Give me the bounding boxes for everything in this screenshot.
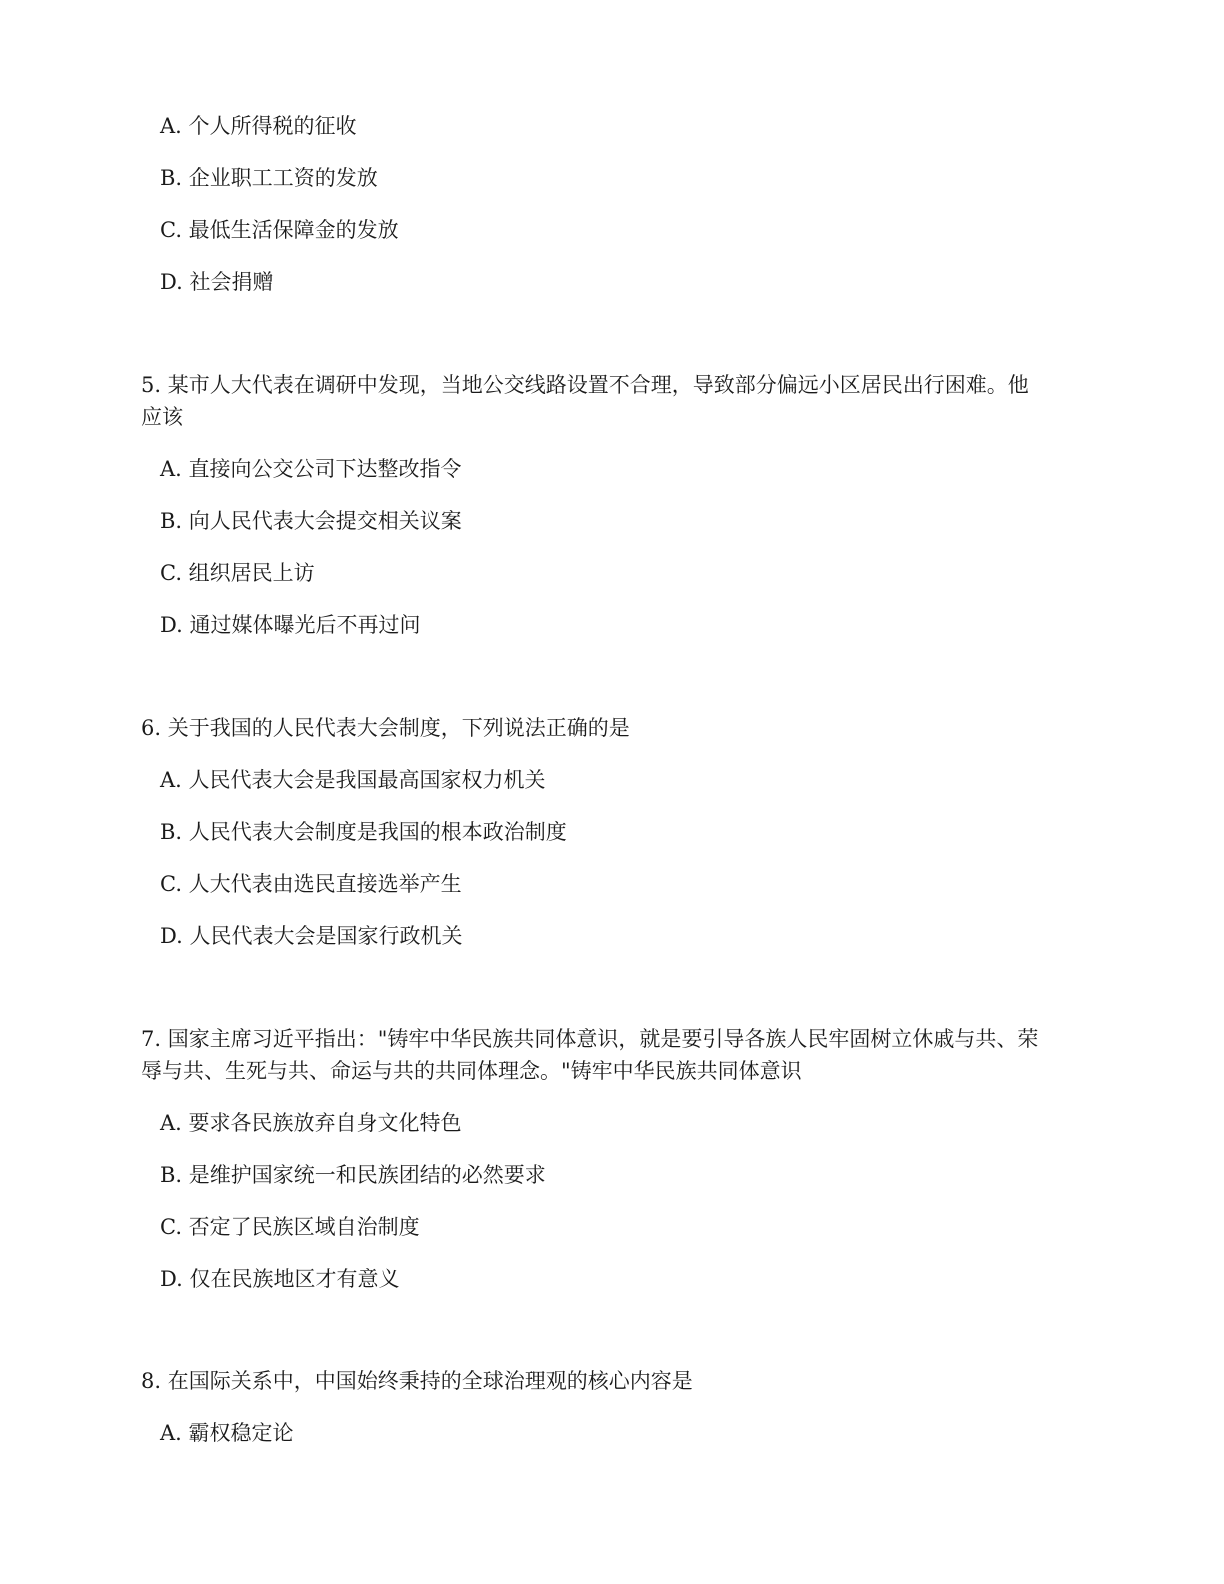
question-5-option-b: B. 向人民代表大会提交相关议案 — [160, 509, 462, 533]
question-7-option-a: A. 要求各民族放弃自身文化特色 — [160, 1111, 462, 1135]
question-6-stem-line-1: 6. 关于我国的人民代表大会制度，下列说法正确的是 — [141, 716, 630, 740]
question-7-option-d: D. 仅在民族地区才有意义 — [160, 1267, 400, 1291]
question-6-option-c: C. 人大代表由选民直接选举产生 — [160, 872, 462, 896]
question-5-stem-line-2: 应该 — [141, 405, 183, 429]
question-7-option-b: B. 是维护国家统一和民族团结的必然要求 — [160, 1163, 546, 1187]
question-5-option-d: D. 通过媒体曝光后不再过问 — [160, 613, 421, 637]
question-5-stem-line-1: 5. 某市人大代表在调研中发现，当地公交线路设置不合理，导致部分偏远小区居民出行困难。他 — [141, 373, 1029, 397]
question-7-stem-line-1: 7. 国家主席习近平指出："铸牢中华民族共同体意识，就是要引导各族人民牢固树立休戚与共、荣 — [141, 1027, 1039, 1051]
question-6-option-a: A. 人民代表大会是我国最高国家权力机关 — [160, 768, 546, 792]
question-5-option-c: C. 组织居民上访 — [160, 561, 315, 585]
option-prev-a: A. 个人所得税的征收 — [160, 114, 357, 138]
question-5-option-a: A. 直接向公交公司下达整改指令 — [160, 457, 462, 481]
option-prev-c: C. 最低生活保障金的发放 — [160, 218, 399, 242]
question-8-stem-line-1: 8. 在国际关系中，中国始终秉持的全球治理观的核心内容是 — [141, 1369, 693, 1393]
question-6-option-d: D. 人民代表大会是国家行政机关 — [160, 924, 463, 948]
option-prev-d: D. 社会捐赠 — [160, 270, 274, 294]
option-prev-b: B. 企业职工工资的发放 — [160, 166, 378, 190]
question-7-option-c: C. 否定了民族区域自治制度 — [160, 1215, 420, 1239]
question-7-stem-line-2: 辱与共、生死与共、命运与共的共同体理念。"铸牢中华民族共同体意识 — [141, 1059, 802, 1083]
question-6-option-b: B. 人民代表大会制度是我国的根本政治制度 — [160, 820, 567, 844]
question-8-option-a: A. 霸权稳定论 — [160, 1421, 294, 1445]
